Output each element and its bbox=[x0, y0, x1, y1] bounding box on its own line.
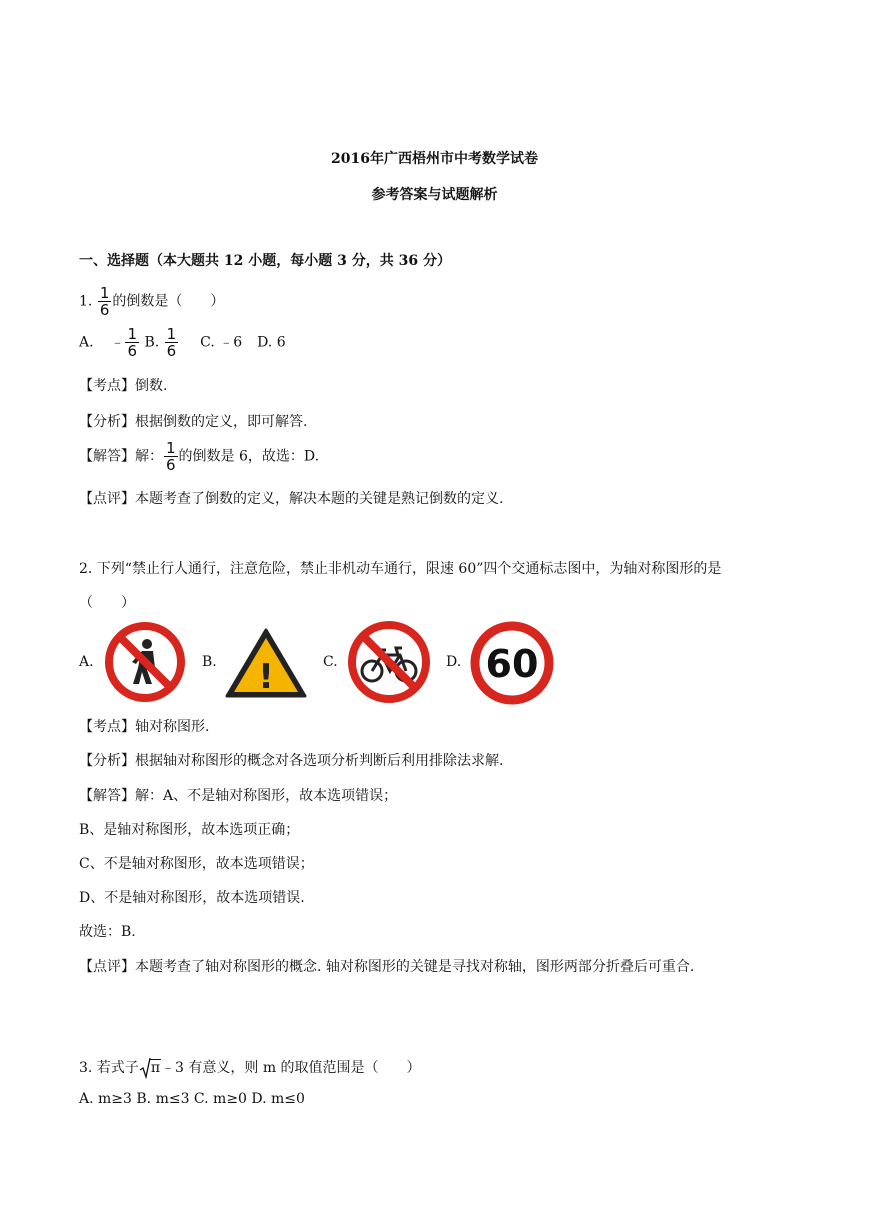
q1-option-b-fraction: $\frac{1}{6}$ bbox=[166, 325, 177, 360]
q3-options: A. m≥3 B. m≤3 C. m≥0 D. m≤0 bbox=[79, 1091, 305, 1107]
q2-line-b: B、是轴对称图形，故本选项正确； bbox=[79, 822, 300, 838]
q2-line-d: D、不是轴对称图形，故本选项错误. bbox=[79, 890, 305, 906]
warning-sign-icon bbox=[224, 627, 308, 699]
no-pedestrian-sign-icon bbox=[103, 620, 187, 704]
q3-stem: 3. 若式子 π﹣3 有意义，则 m 的取值范围是（ ） bbox=[79, 1060, 421, 1076]
q2-line-c: C、不是轴对称图形，故本选项错误； bbox=[79, 856, 314, 872]
q2-option-c-label: C. bbox=[323, 654, 338, 670]
q2-answer: 故选：B. bbox=[79, 924, 136, 940]
q2-kaodian: 【考点】轴对称图形. bbox=[79, 719, 210, 735]
q1-options bbox=[79, 326, 286, 359]
q2-fenxi: 【分析】根据轴对称图形的概念对各选项分析判断后利用排除法求解. bbox=[79, 753, 504, 769]
svg-text:!: ! bbox=[258, 657, 274, 697]
q2-option-a-label: A. bbox=[79, 654, 94, 670]
q1-option-a-fraction: $\frac{1}{6}$ bbox=[127, 325, 138, 360]
no-bicycle-sign-icon bbox=[346, 619, 432, 705]
q1-option-c: C. ﹣6 bbox=[200, 334, 243, 351]
q2-dianping: 【点评】本题考查了轴对称图形的概念. 轴对称图形的关键是寻找对称轴，图形两部分折叠后可重合. bbox=[79, 959, 695, 975]
section-heading: 一、选择题（本大题共 12 小题，每小题 3 分，共 36 分） bbox=[79, 253, 451, 269]
q2-stem-line2: （ ） bbox=[79, 595, 135, 611]
q2-option-b-label: B. bbox=[202, 654, 217, 670]
q1-jieda-fraction: $\frac{1}{6}$ bbox=[166, 439, 176, 474]
q1-option-d: D. 6 bbox=[257, 334, 286, 351]
q3-sqrt: π bbox=[139, 1060, 161, 1076]
svg-text:60: 60 bbox=[485, 642, 539, 686]
speed-limit-60-sign-icon bbox=[469, 620, 555, 706]
q1-stem bbox=[79, 285, 224, 318]
doc-title: 2016年广西梧州市中考数学试卷 bbox=[331, 151, 538, 167]
q1-dianping: 【点评】本题考查了倒数的定义，解决本题的关键是熟记倒数的定义. bbox=[79, 491, 504, 507]
q1-fraction: $\frac{1}{6}$ bbox=[99, 284, 110, 319]
q1-option-a-label: A. bbox=[79, 334, 94, 351]
q1-kaodian: 【考点】倒数. bbox=[79, 378, 168, 394]
q2-stem-line1: 2. 下列“禁止行人通行，注意危险，禁止非机动车通行，限速 60”四个交通标志图中，为轴对称图形的是 bbox=[79, 561, 722, 577]
doc-subtitle: 参考答案与试题解析 bbox=[371, 187, 498, 203]
q1-option-a-sign: ﹣ bbox=[110, 334, 125, 351]
q1-fenxi: 【分析】根据倒数的定义，即可解答. bbox=[79, 414, 308, 430]
q1-stem-text: 的倒数是（ ） bbox=[112, 293, 225, 310]
q2-jieda: 【解答】解：A、不是轴对称图形，故本选项错误； bbox=[79, 788, 398, 804]
q1-number: 1. bbox=[79, 293, 93, 310]
q1-option-b-label: B. bbox=[144, 334, 160, 351]
q2-option-d-label: D. bbox=[446, 654, 462, 670]
q1-jieda: 【解答】解： $\frac{1}{6}$ 的倒数是 6，故选：D. bbox=[79, 439, 320, 474]
